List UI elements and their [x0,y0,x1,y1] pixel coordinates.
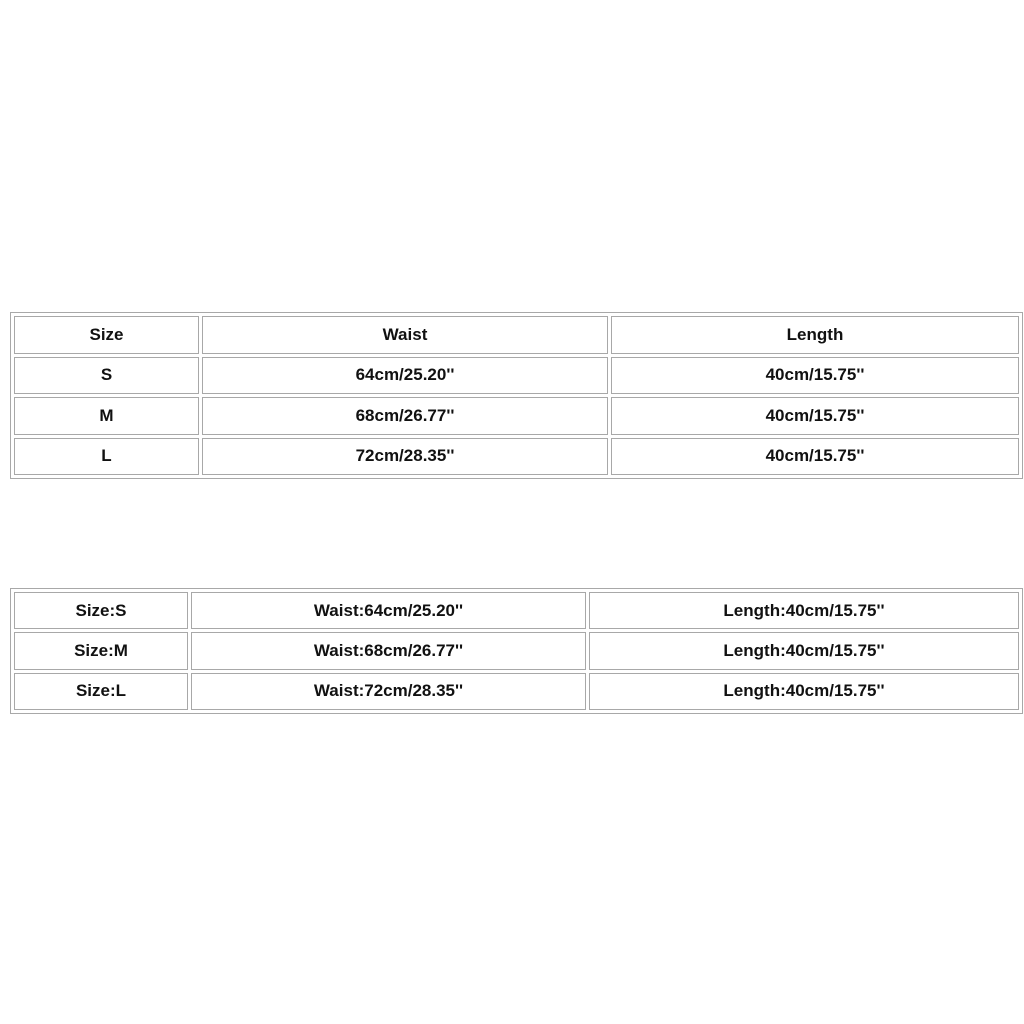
cell-size: L [14,438,199,476]
table-row [14,592,1019,629]
header-waist: Waist [202,316,608,354]
cell-waist: Waist:64cm/25.20'' [191,592,586,629]
table-row [14,673,1019,710]
header-size: Size [14,316,199,354]
header-length: Length [611,316,1019,354]
table-header-row [14,316,1019,354]
cell-length: 40cm/15.75'' [611,438,1019,476]
size-chart-table [10,312,1023,479]
cell-size: Size:S [14,592,188,629]
cell-length: Length:40cm/15.75'' [589,632,1019,669]
cell-size: S [14,357,199,395]
table-row [14,438,1019,476]
cell-size: M [14,397,199,435]
cell-size: Size:M [14,632,188,669]
cell-waist: 64cm/25.20'' [202,357,608,395]
cell-length: 40cm/15.75'' [611,397,1019,435]
size-detail-table [10,588,1023,714]
table-row [14,357,1019,395]
cell-waist: 72cm/28.35'' [202,438,608,476]
cell-waist: 68cm/26.77'' [202,397,608,435]
cell-length: 40cm/15.75'' [611,357,1019,395]
cell-size: Size:L [14,673,188,710]
cell-length: Length:40cm/15.75'' [589,673,1019,710]
cell-length: Length:40cm/15.75'' [589,592,1019,629]
table-row [14,397,1019,435]
cell-waist: Waist:72cm/28.35'' [191,673,586,710]
table-row [14,632,1019,669]
cell-waist: Waist:68cm/26.77'' [191,632,586,669]
